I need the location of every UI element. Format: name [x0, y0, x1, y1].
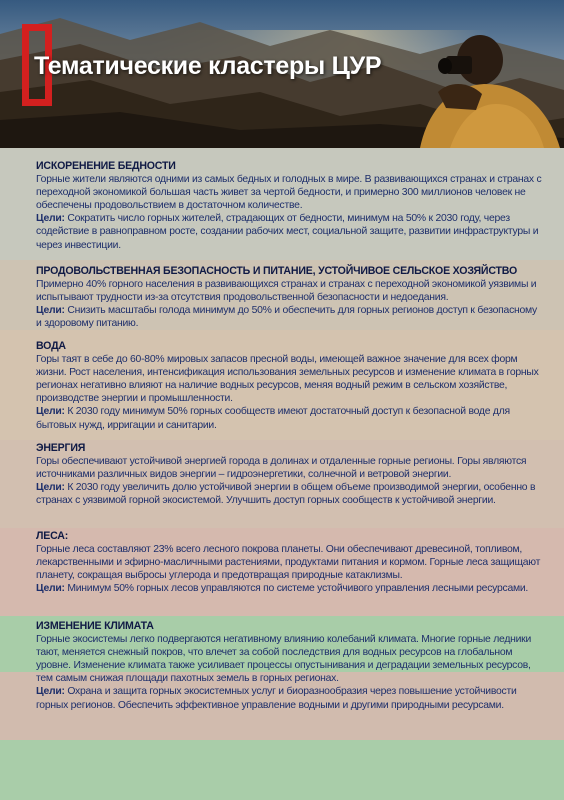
- content-area: [0, 148, 564, 800]
- section-energy: [36, 442, 542, 507]
- section-water: [36, 340, 542, 432]
- section-body: Примерно 40% горного населения в развивающихся странах и странах с переходной экономикой уязвимы и испытывают трудности из-за отсутствия продовольственной безопасности и недоедания.: [36, 279, 537, 304]
- section-poverty: [36, 160, 542, 252]
- goal-text: Снизить масштабы голода минимум до 50% и обеспечить для горных регионов доступ к безопасному и здоровому питанию.: [36, 305, 537, 330]
- section-title: ЭНЕРГИЯ: [36, 442, 86, 454]
- goal-label: Цели:: [36, 305, 65, 317]
- goal-text: К 2030 году увеличить долю устойчивой энергии в общем объеме производимой энергии, особенно в странах с уязвимой горной экосистемой. Улучшить доступ горных сообществ к устойчивой энергии.: [36, 482, 536, 507]
- band-bottom: [0, 740, 564, 800]
- goal-text: Охрана и защита горных экосистемных услуг и биоразнообразия через повышение устойчивости горных регионов. Обеспечить эффективное управление водными и другими природными ресурсами.: [36, 686, 517, 711]
- section-body: Горные жители являются одними из самых бедных и голодных в мире. В развивающихся странах и странах с переходной экономикой большая часть живет за чертой бедности, и примерно 300 миллионов человек не обеспечены продовольствием в достаточном количестве.: [36, 174, 542, 212]
- section-body: Горные экосистемы легко подвергаются негативному влиянию колебаний климата. Многие горные ледники тают, меняется снежный покров, что влечет за собой последствия для водных ресурсов на глобальном уровне. Изменение климата также усиливает процессы опустынивания и деградации земельных ресурсов, тем самым снижая площади пахотных земель в горных регионах.: [36, 634, 532, 685]
- section-title: ВОДА: [36, 340, 66, 352]
- section-food: [36, 265, 542, 330]
- section-body: Горные леса составляют 23% всего лесного покрова планеты. Они обеспечивают древесиной, топливом, лекарственными и эфирно-масличными растениями, продуктами питания и кормом. Горные леса защищают планету, сокращая выбросы углерода и предотвращая природные катаклизмы.: [36, 544, 541, 582]
- goal-label: Цели:: [36, 583, 65, 595]
- goal-label: Цели:: [36, 686, 65, 698]
- goal-text: К 2030 году минимум 50% горных сообществ имеют достаточный доступ к безопасной воде для бытовых нужд, ирригации и санитарии.: [36, 406, 510, 431]
- goal-text: Сократить число горных жителей, страдающих от бедности, минимум на 50% к 2030 году, через содействие в равноправном росте, создании рабочих мест, социальной защите, развитии инфраструктуры и через инвестиции.: [36, 213, 539, 251]
- section-title: ПРОДОВОЛЬСТВЕННАЯ БЕЗОПАСНОСТЬ И ПИТАНИЕ, УСТОЙЧИВОЕ СЕЛЬСКОЕ ХОЗЯЙСТВО: [36, 265, 518, 277]
- section-body: Горы обеспечивают устойчивой энергией города в долинах и отдаленные горные регионы. Горы являются источниками различных видов энергии – гидроэнергетики, солнечной и ветровой энергии.: [36, 456, 527, 481]
- goal-label: Цели:: [36, 406, 65, 418]
- page-title: Тематические кластеры ЦУР: [34, 52, 382, 80]
- goal-label: Цели:: [36, 213, 65, 225]
- goal-label: Цели:: [36, 482, 65, 494]
- section-body: Горы таят в себе до 60-80% мировых запасов пресной воды, имеющей важное значение для всех форм жизни. Рост населения, интенсификация использования земельных ресурсов и изменение климата в горных регионах негативно влияют на наличие водных ресурсов, меняя водный режим в сельском хозяйстве, производстве энергии и промышленности.: [36, 354, 539, 405]
- goal-text: Минимум 50% горных лесов управляются по системе устойчивого управления лесными ресурсами.: [64, 583, 529, 595]
- section-title: ИЗМЕНЕНИЕ КЛИМАТА: [36, 620, 154, 632]
- section-title: ЛЕСА:: [36, 530, 69, 542]
- section-title: ИСКОРЕНЕНИЕ БЕДНОСТИ: [36, 160, 176, 172]
- section-forest: [36, 530, 542, 595]
- header-photo: [0, 0, 564, 148]
- section-climate: [36, 620, 542, 712]
